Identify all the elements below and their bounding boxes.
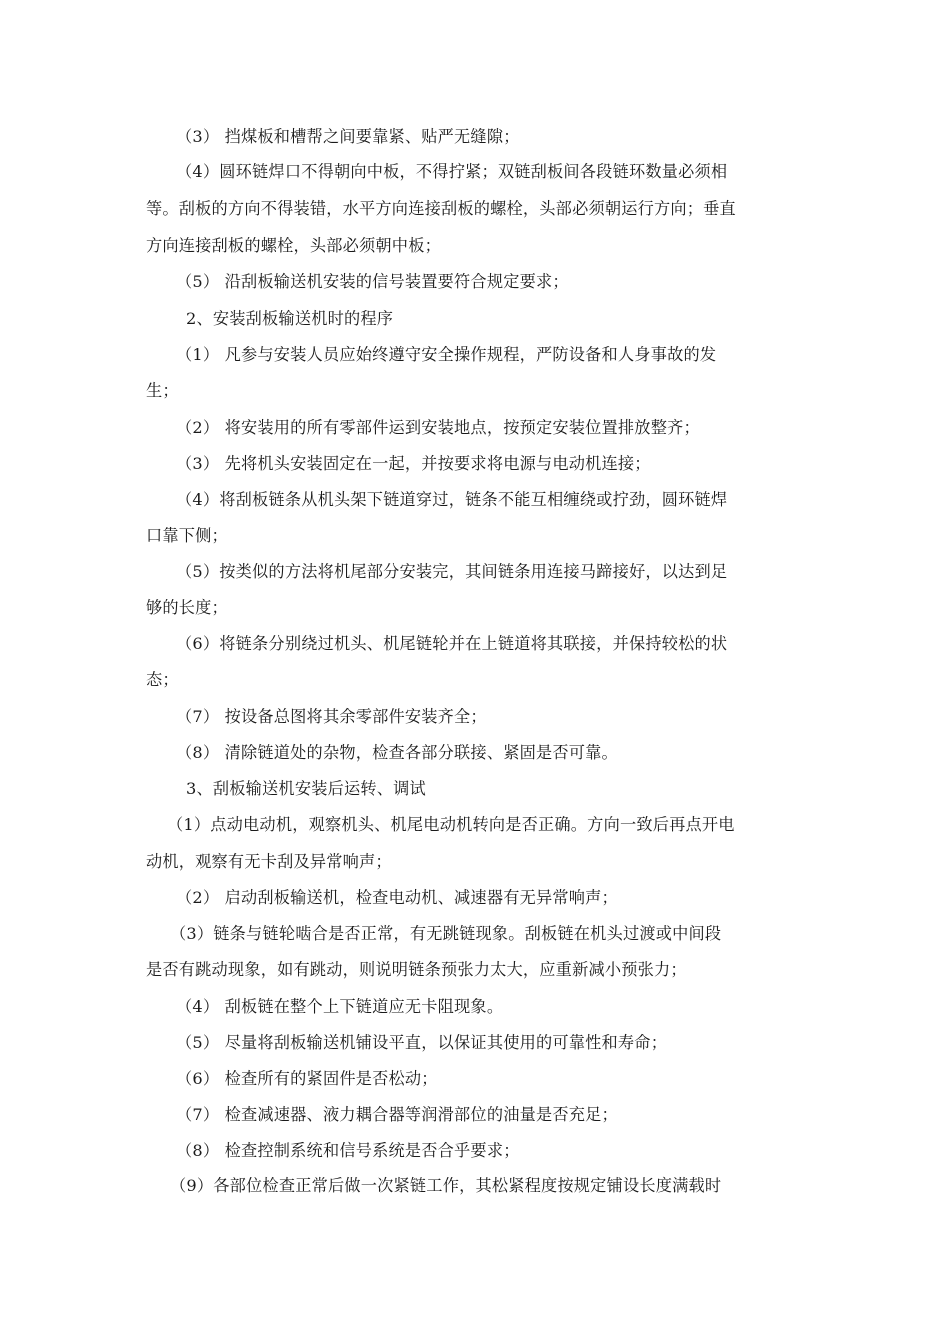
text-line: （8） 检查控制系统和信号系统是否合乎要求； <box>176 1141 520 1160</box>
text-line: （1）点动电动机，观察机头、机尾电动机转向是否正确。方向一致后再点开电 <box>167 815 735 834</box>
text-line: （7） 检查减速器、液力耦合器等润滑部位的油量是否充足； <box>176 1105 618 1124</box>
text-line: （4）将刮板链条从机头架下链道穿过，链条不能互相缠绕或拧劲，圆环链焊 <box>176 490 728 509</box>
text-line: （5） 尽量将刮板输送机铺设平直，以保证其使用的可靠性和寿命； <box>176 1033 668 1052</box>
text-line: （6）将链条分别绕过机头、机尾链轮并在上链道将其联接，并保持较松的状 <box>176 634 728 653</box>
text-line: （7） 按设备总图将其余零部件安装齐全； <box>176 707 487 726</box>
text-line: （5） 沿刮板输送机安装的信号装置要符合规定要求； <box>176 272 569 291</box>
text-line: （6） 检查所有的紧固件是否松动； <box>176 1069 438 1088</box>
text-line: 口靠下侧； <box>146 526 228 545</box>
text-line: （2） 启动刮板输送机，检查电动机、减速器有无异常响声； <box>176 888 618 907</box>
text-line: （4） 刮板链在整个上下链道应无卡阻现象。 <box>176 997 504 1016</box>
text-line: （3） 先将机头安装固定在一起，并按要求将电源与电动机连接； <box>176 454 651 473</box>
text-line: （3） 挡煤板和槽帮之间要靠紧、贴严无缝隙； <box>176 127 520 146</box>
text-line: （4）圆环链焊口不得朝向中板，不得拧紧；双链刮板间各段链环数量必须相 <box>176 162 728 181</box>
text-line: （3）链条与链轮啮合是否正常，有无跳链现象。刮板链在机头过渡或中间段 <box>170 924 722 943</box>
text-line: 态； <box>146 670 179 689</box>
text-line: （8） 清除链道处的杂物，检查各部分联接、紧固是否可靠。 <box>176 743 618 762</box>
text-line: （2） 将安装用的所有零部件运到安装地点，按预定安装位置排放整齐； <box>176 418 700 437</box>
text-line: 动机，观察有无卡刮及异常响声； <box>146 852 392 871</box>
text-line: （1） 凡参与安装人员应始终遵守安全操作规程，严防设备和人身事故的发 <box>176 345 717 364</box>
section-heading: 3、刮板输送机安装后运转、调试 <box>186 779 426 798</box>
text-line: 生； <box>146 381 179 400</box>
text-line: 方向连接刮板的螺栓，头部必须朝中板； <box>146 236 441 255</box>
text-line: （9）各部位检查正常后做一次紧链工作，其松紧程度按规定铺设长度满载时 <box>170 1176 722 1195</box>
text-line: 等。刮板的方向不得装错，水平方向连接刮板的螺栓，头部必须朝运行方向；垂直 <box>146 199 736 218</box>
text-line: （5）按类似的方法将机尾部分安装完，其间链条用连接马蹄接好，以达到足 <box>176 562 728 581</box>
text-line: 够的长度； <box>146 598 228 617</box>
section-heading: 2、安装刮板输送机时的程序 <box>186 309 394 328</box>
text-line: 是否有跳动现象，如有跳动，则说明链条预张力太大，应重新减小预张力； <box>146 960 687 979</box>
